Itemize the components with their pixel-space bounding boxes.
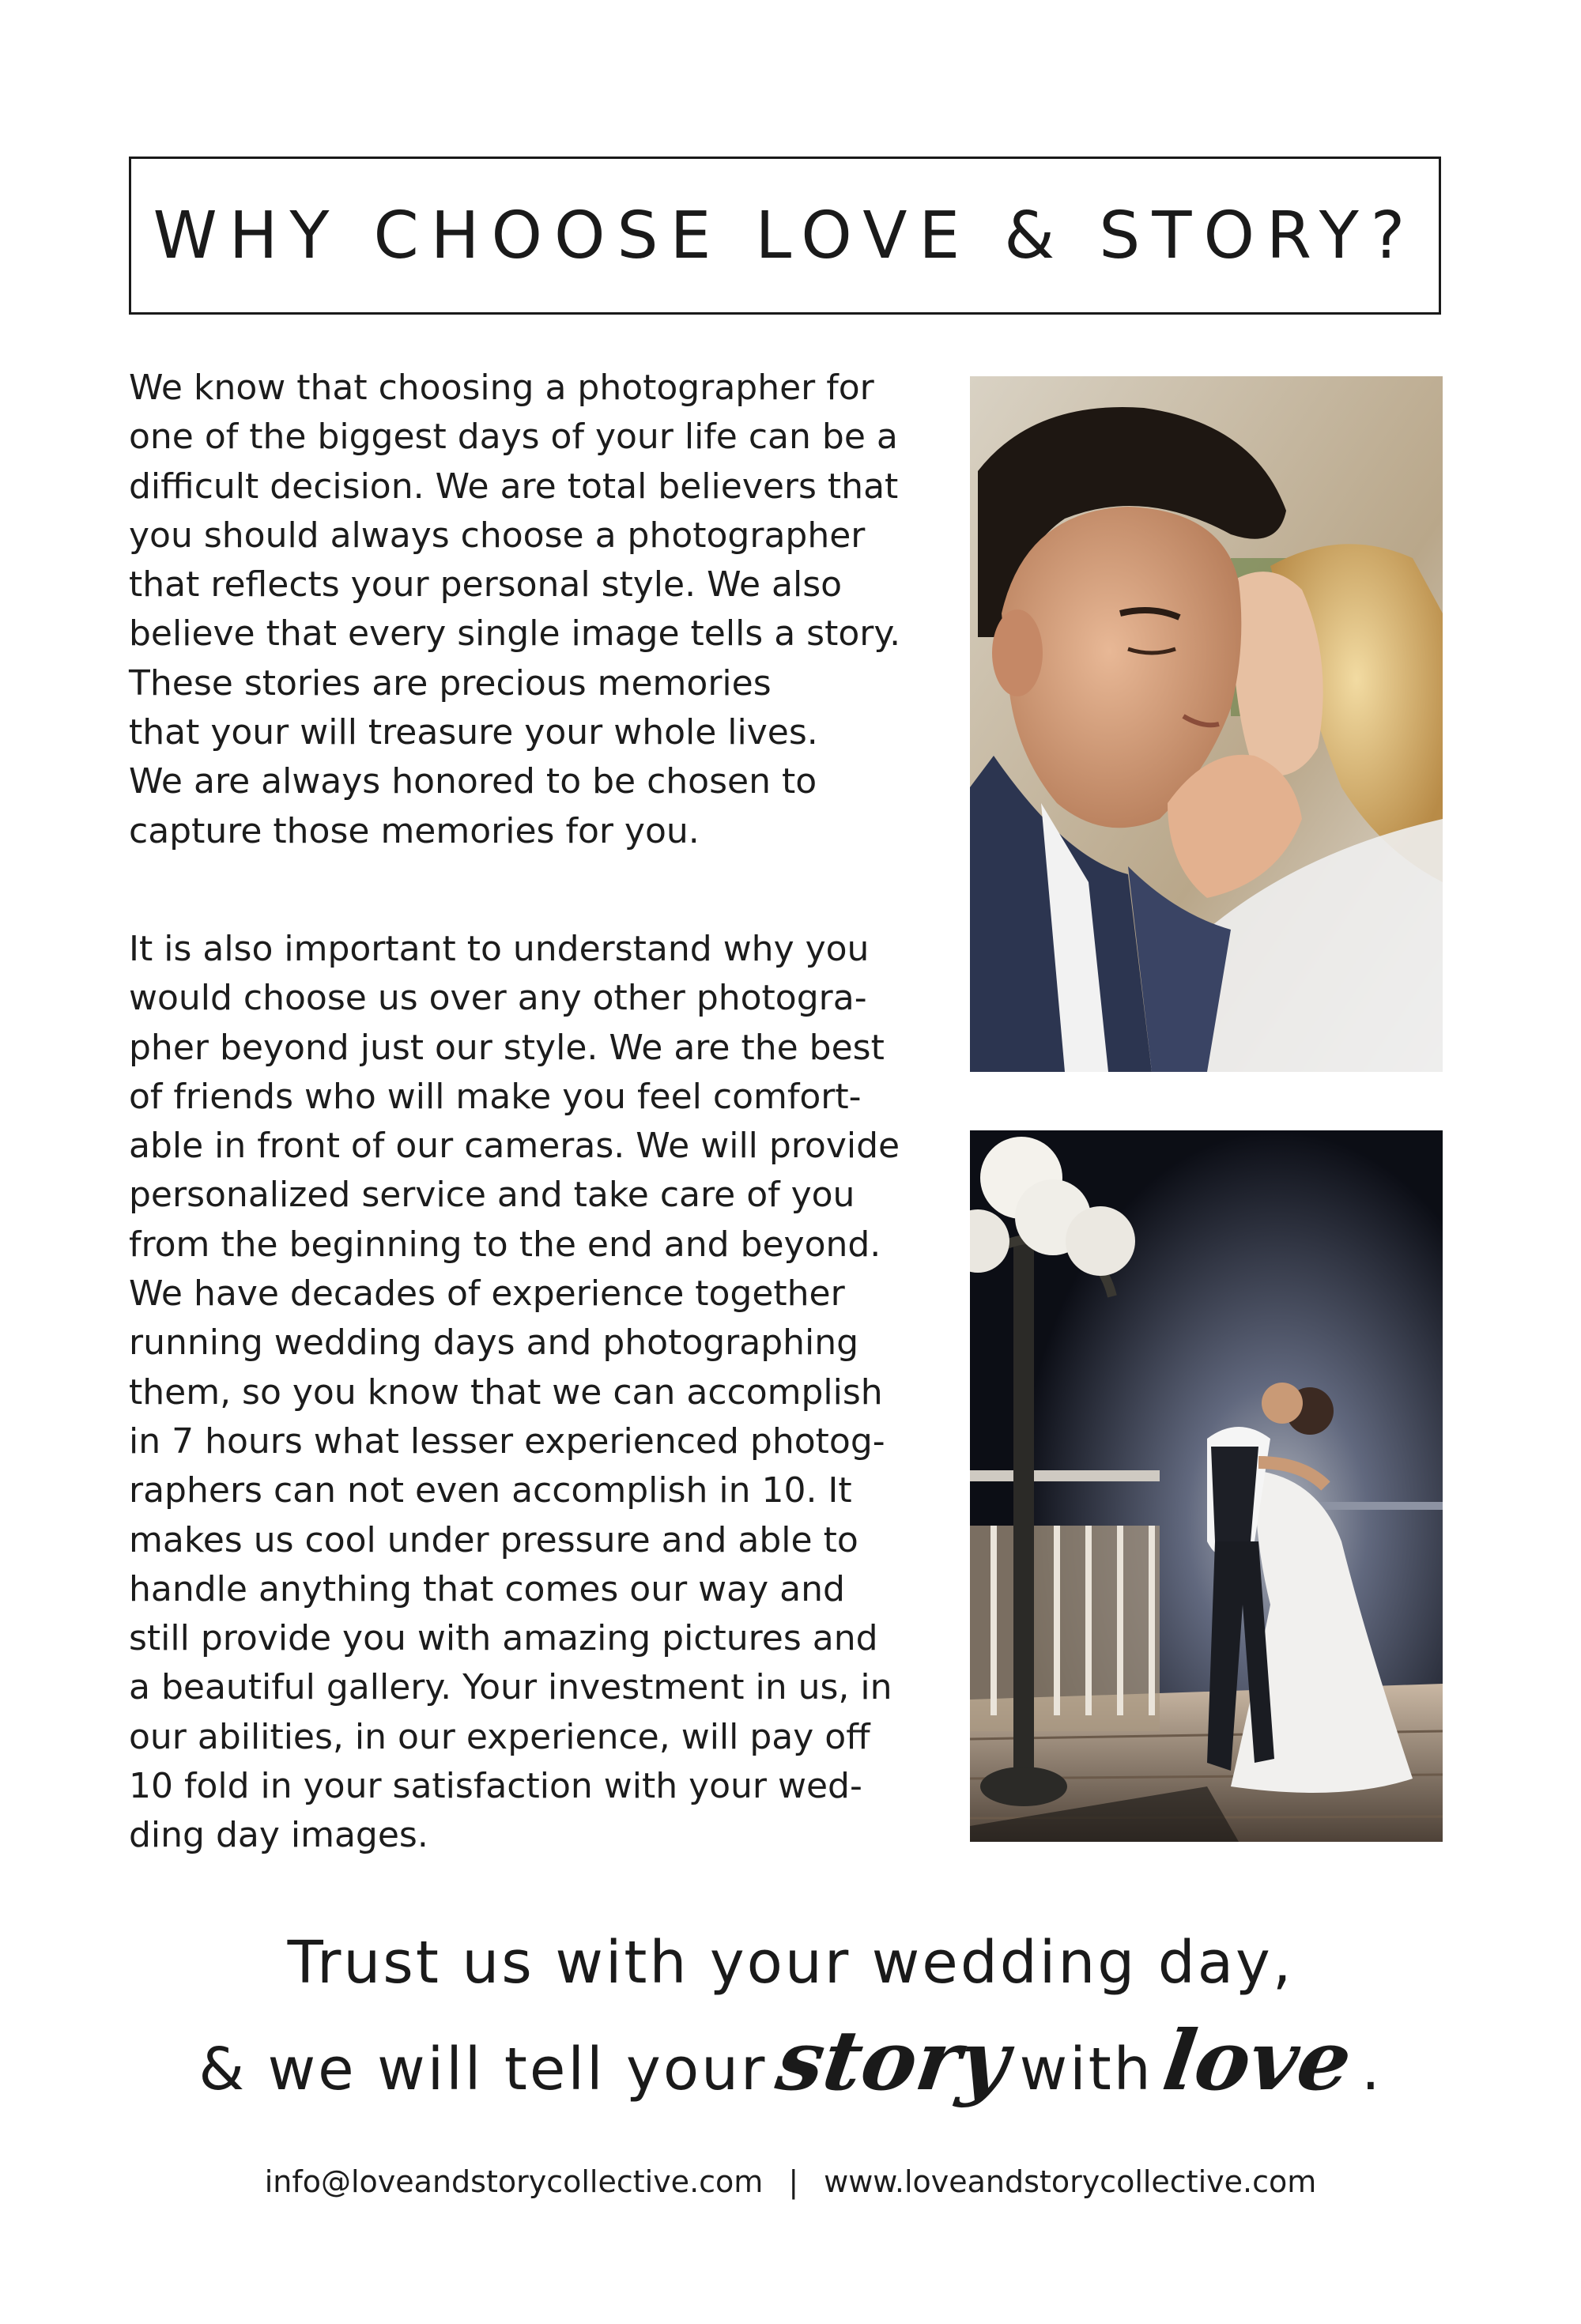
text-line: ding day images. xyxy=(129,1815,428,1856)
text-line: We know that choosing a photographer for xyxy=(129,368,874,408)
title-box xyxy=(129,157,1441,315)
text-line: running wedding days and photographing xyxy=(129,1322,859,1364)
text-line: capture those memories for you. xyxy=(129,810,700,851)
tagline-line-1: Trust us with your wedding day, xyxy=(287,1929,1294,1997)
text-line: in 7 hours what lesser experienced photog- xyxy=(129,1420,885,1462)
script-word-love: love xyxy=(1157,2012,1357,2109)
text-line: that reflects your personal style. We also xyxy=(129,564,843,606)
text-line: that your will treasure your whole lives. xyxy=(129,712,818,753)
paragraph-intro xyxy=(129,364,927,856)
text-line: from the beginning to the end and beyond. xyxy=(129,1224,881,1265)
text-line: still provide you with amazing pictures and xyxy=(129,1618,878,1659)
text-line: We are always honored to be chosen to xyxy=(129,761,817,802)
text-line: able in front of our cameras. We will provide xyxy=(129,1126,900,1167)
photo-couple-night-lamppost xyxy=(970,1130,1443,1842)
text-line: 10 fold in your satisfaction with your wed- xyxy=(129,1766,862,1807)
contact-separator: | xyxy=(788,2164,799,2199)
text-line: our abilities, in our experience, will pay off xyxy=(129,1716,870,1757)
photo-couple-kiss-closeup xyxy=(970,376,1443,1072)
page-title: WHY CHOOSE LOVE & STORY? xyxy=(153,198,1417,274)
text-line: you should always choose a photographer xyxy=(129,515,866,556)
text-line: a beautiful gallery. Your investment in us, in xyxy=(129,1667,892,1708)
text-line: pher beyond just our style. We are the best xyxy=(129,1027,885,1068)
text-line: difficult decision. We are total believers that xyxy=(129,466,899,507)
paragraph-why-us xyxy=(129,925,927,1861)
text-line: handle anything that comes our way and xyxy=(129,1568,845,1609)
tagline-text-b: with xyxy=(1019,2035,1153,2103)
text-line: of friends who will make you feel comfort- xyxy=(129,1076,862,1117)
email-link[interactable]: info@loveandstorycollective.com xyxy=(264,2164,764,2199)
text-line: would choose us over any other photogra- xyxy=(129,978,867,1019)
text-line: them, so you know that we can accomplish xyxy=(129,1371,883,1413)
text-line: It is also important to understand why you xyxy=(129,929,870,969)
script-word-story: story xyxy=(771,2012,1016,2109)
text-line: These stories are precious memories xyxy=(129,662,772,704)
text-line: makes us cool under pressure and able to xyxy=(129,1519,858,1560)
text-line: one of the biggest days of your life can be a xyxy=(129,417,898,458)
website-link[interactable]: www.loveandstorycollective.com xyxy=(824,2164,1317,2199)
tagline-text-a: & we will tell your xyxy=(198,2035,768,2103)
contact-line xyxy=(0,2164,1581,2199)
tagline-line-2 xyxy=(0,2012,1581,2109)
text-line: personalized service and take care of you xyxy=(129,1175,855,1216)
text-line: believe that every single image tells a story. xyxy=(129,613,901,655)
text-line: raphers can not even accomplish in 10. It xyxy=(129,1470,852,1511)
text-line: We have decades of experience together xyxy=(129,1273,845,1315)
tagline-period: . xyxy=(1361,2035,1383,2103)
